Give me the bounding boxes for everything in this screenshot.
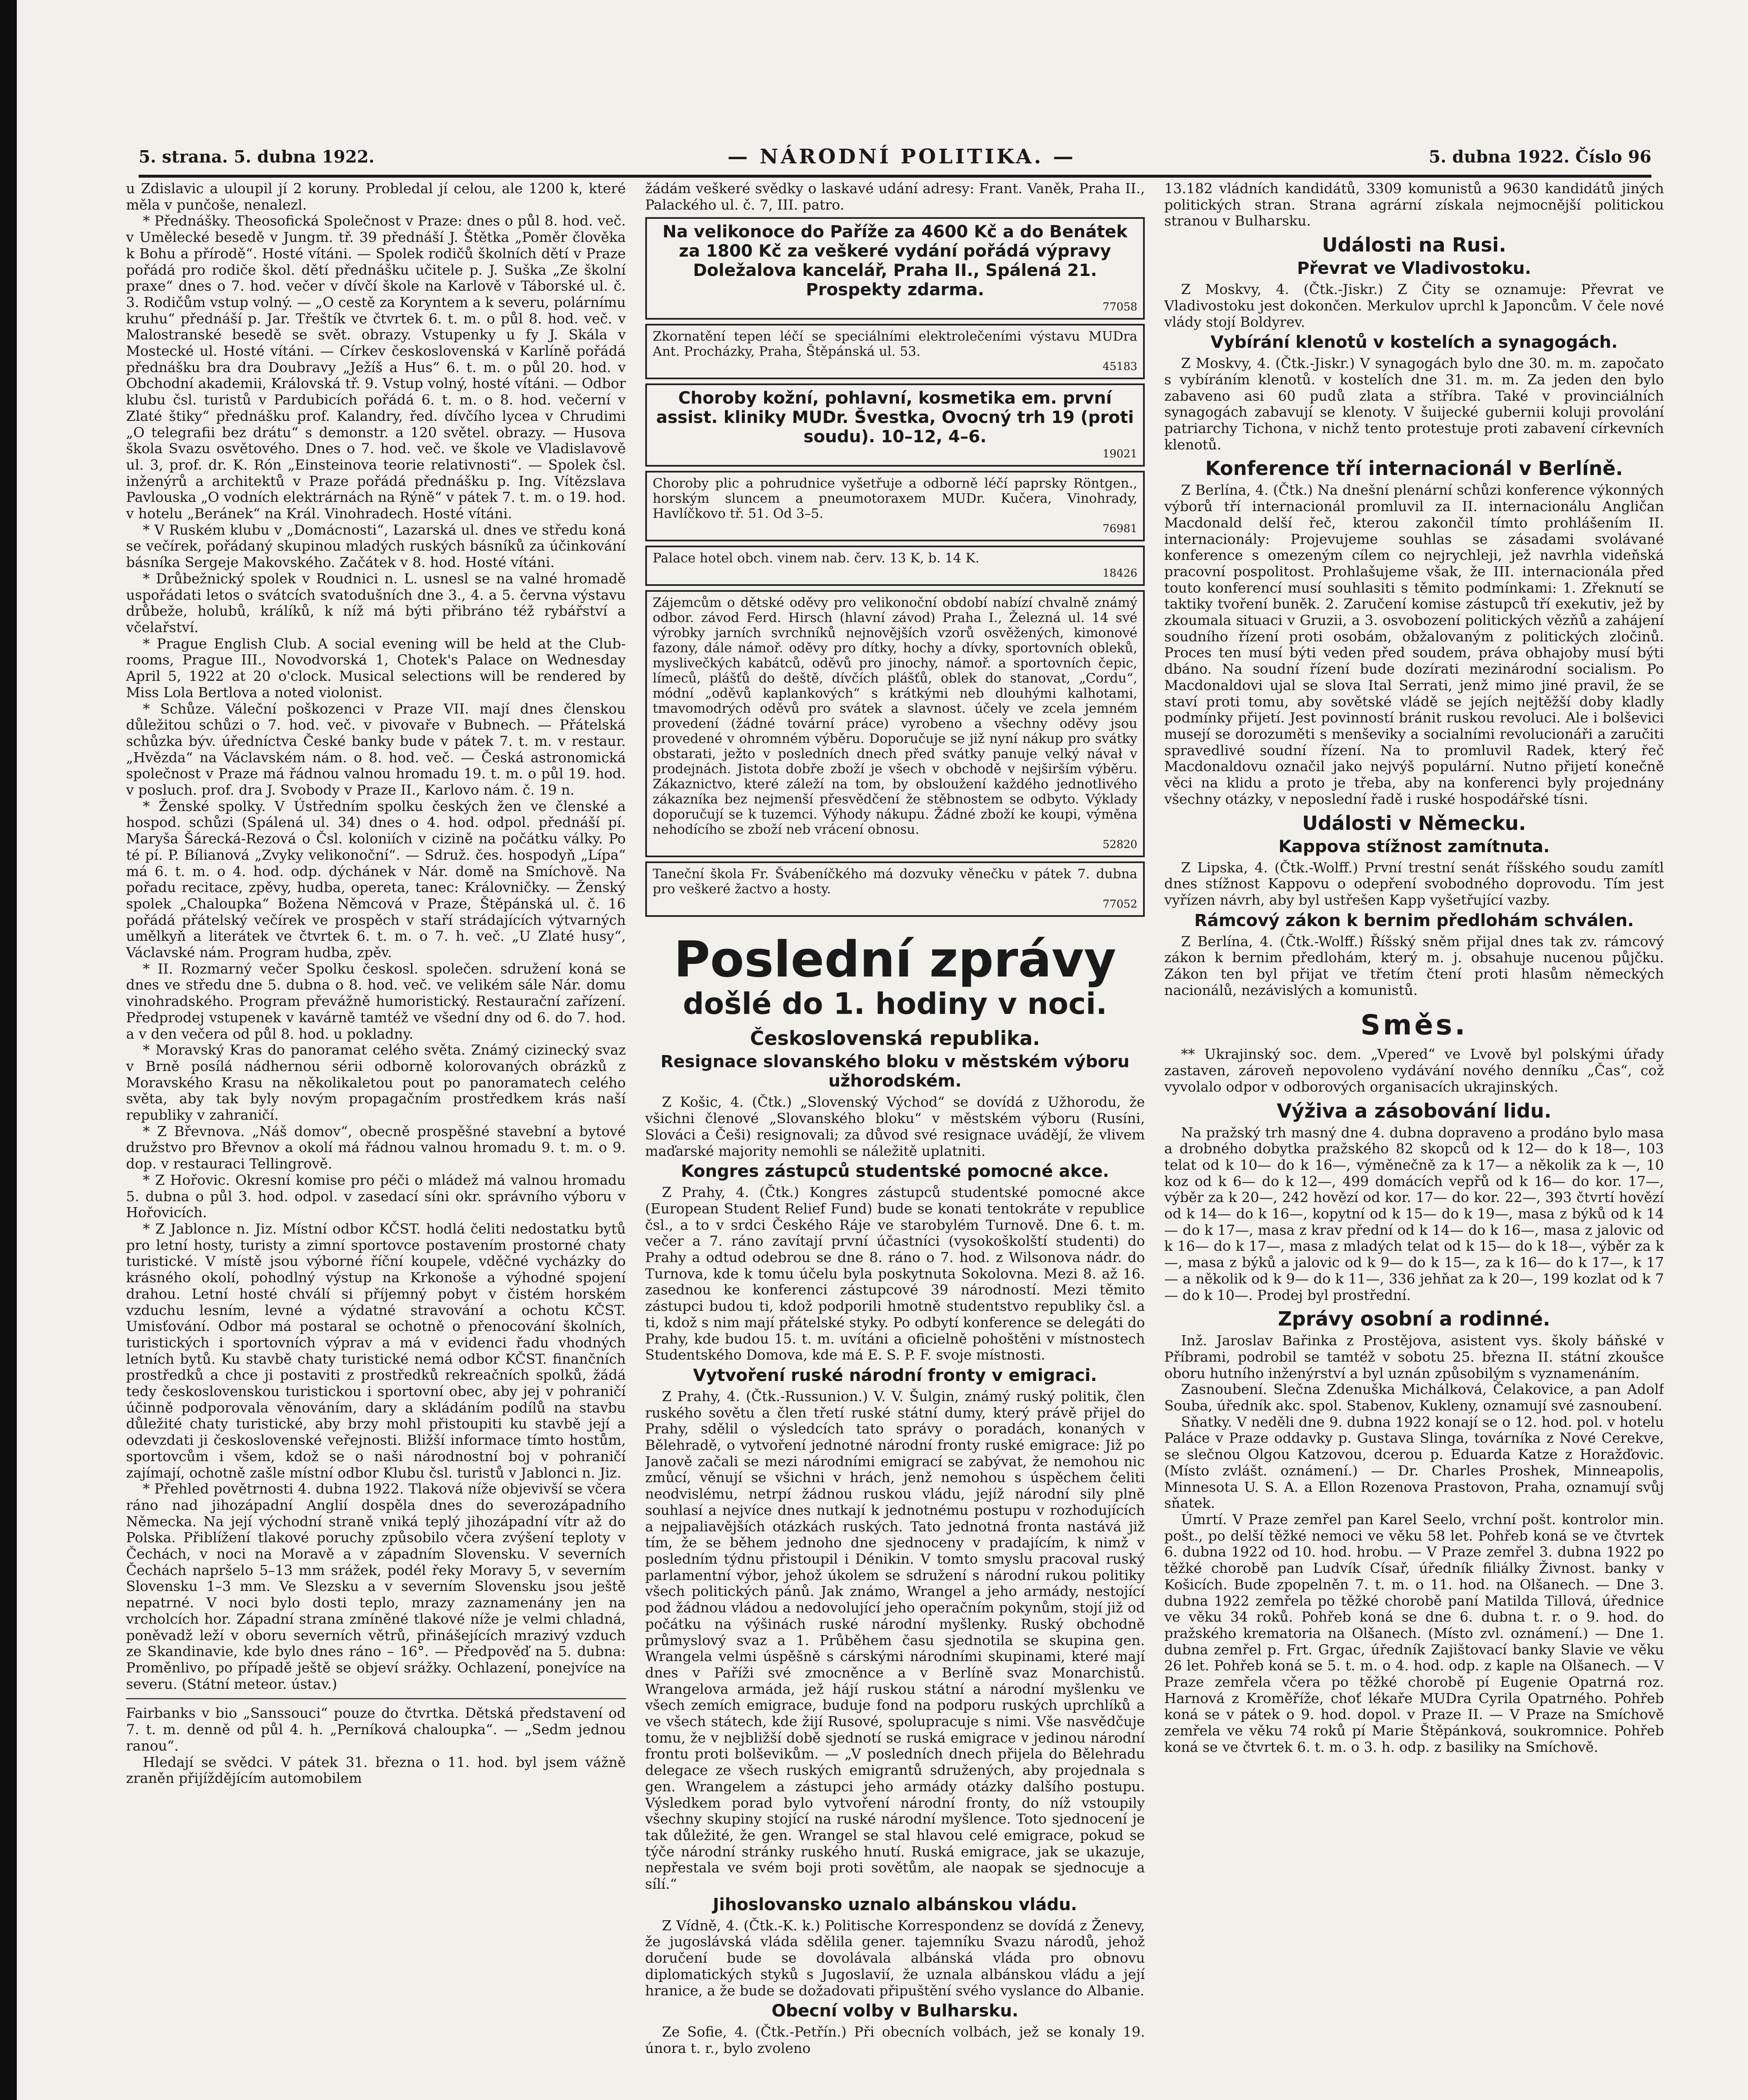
- article-paragraph: * Drůbežnický spolek v Roudnici n. L. usnesl se na valné hromadě uspořádati letos o svátcích svatodušních dne 3., 4. a 5. června výstavu drůbeže, holubů, králíků, k níž má býti přibráno též rybářství a včelařství.: [126, 570, 626, 635]
- article-paragraph: Ze Sofie, 4. (Čtk.-Petřín.) Při obecních volbách, jež se konaly 19. února t. r., bylo zvoleno: [645, 2024, 1145, 2056]
- article-paragraph: * Z Jablonce n. Jiz. Místní odbor KČST. hodlá čeliti nedostatku bytů pro letní hosty, turisty a zimní sportovce postavením prostorné chaty turistické. V místě jsou výborné říční koupele, vděčné vycházky do krásného okolí, pohodlný výstup na Krkonoše a výhodné spojení drahou. Letní hosté chválí si příjemný pobyt v čistém horském vzduchu lesním, levné a výdatné stravování a ochotu KČST. Umisťování. Odbor má postaral se ochotně o přenocování školních, turistických i sportovních výprav a má v evidenci řadu vhodných letních bytů. Ku stavbě chaty turistické nemá odbor KČST. finančních prostředků a chce ji postaviti z prostředků rekreačních spolků, žádá tedy československou turistickou i sportovní obec, aby jej v pohraničí účinně podporovala věnováním, dary a skládáním podílů na stavbu důležité chaty turistické, aby brzy mohl přistoupiti ku stavbě její a odevzdati ji československé veřejnosti. Bližší informace tímto hostům, sportovcům i všem, kdož se o naši národnostní boj v pohraničí zajímají, ochotně zašle místní odbor Klubu čsl. turistů v Jablonci n. Jiz.: [126, 1221, 626, 1481]
- advertisement: [645, 590, 1145, 857]
- section-heading: Směs.: [1360, 1009, 1468, 1042]
- article-paragraph: Z Vídně, 4. (Čtk.-K. k.) Politische Korrespondenz se dovídá z Ženevy, že jugoslávská vláda sdělila gener. tajemníku Svazu národů, jehož doručení bude se dovolávala albánská vláda pro obnovu diplomatických styků s Jugoslavií, že uznala albánskou vládu a její hranice, a že bude se dožadovati připuštění svého vyslance do Albanie.: [645, 1917, 1145, 1999]
- advertisement: [645, 217, 1145, 320]
- column-2: [645, 181, 1145, 2100]
- article-heading: Kappova stížnost zamítnuta.: [1278, 837, 1550, 856]
- header-right: 5. dubna 1922. Číslo 96: [1429, 147, 1651, 167]
- section-heading: Výživa a zásobování lidu.: [1277, 1099, 1552, 1122]
- advertisement-number: 52820: [1102, 838, 1138, 851]
- section-heading: Zprávy osobní a rodinné.: [1278, 1307, 1551, 1331]
- advertisement: [645, 324, 1145, 379]
- divider: [126, 1698, 626, 1699]
- article-paragraph: Úmrtí. V Praze zemřel pan Karel Seelo, vrchní pošt. kontrolor min. pošt., po delší těžké nemoci ve věku 58 let. Pohřeb koná se ve čtvrtek 6. dubna 1922 od 10. hod. hrobu. — V Praze zemřel 3. dubna 1922 po těžké chorobě pan Ludvík Císař, úředník filiálky Živnost. banky v Košicích. Bude zpopelněn 7. t. m. o 11. hod. na Olšanech. — Dne 3. dubna 1922 zemřela po těžké chorobě paní Matilda Tillová, úřednice ve věku 34 roků. Pohřeb koná se dne 6. dubna t. r. o 9. hod. do pražského krematoria na Olšanech. (Místo zvl. oznámení.) — Dne 1. dubna zemřel p. Frt. Grgac, úředník Zajištovací banky Slavie ve věku 26 let. Pohřeb koná se 5. t. m. o 4. hod. odp. z kaple na Olšanech. — V Praze zemřela včera po těžké chorobě pí Eugenie Opatrná roz. Harnová z Kroměříže, choť lékaře MUDra Cyrila Opatrného. Pohřeb koná se v pátek o 9. hod. dopol. v Praze II. — V Praze na Smíchově zemřela ve věku 74 roků pí Marie Štěpánková, soukromnice. Pohřeb koná se ve čtvrtek 6. t. m. o 3. h. odp. z basiliky na Smíchově.: [1164, 1511, 1664, 1755]
- article-paragraph: Z Berlína, 4. (Čtk.-Wolff.) Říšský sněm přijal dnes tak zv. rámcový zákon k bernim předlohám, který m. j. obsahuje nucenou půjčku. Zákon ten byl přijat ve třetím čtení proti hlasům německých nacionálů, nezávislých a komunistů.: [1164, 933, 1664, 998]
- advertisement-title: Na velikonoce do Paříže za 4600 Kč a do Benátek za 1800 Kč za veškeré vydání pořádá výpravy Doležalova kancelář, Praha II., Spálená 21. Prospekty zdarma.: [662, 222, 1128, 300]
- article-paragraph: * Z Hořovic. Okresní komise pro péči o mládež má valnou hromadu 5. dubna o půl 3. hod. odpol. v zasedací síni okr. správního výboru v Hořovicích.: [126, 1171, 626, 1221]
- page-header: [139, 139, 1651, 178]
- article-paragraph: u Zdislavic a uloupil jí 2 koruny. Probledal jí celou, ale 1200 k, které měla v punčoše, nenalezl.: [126, 181, 626, 213]
- header-left: 5. strana. 5. dubna 1922.: [139, 147, 375, 167]
- advertisement-number: 77058: [1102, 301, 1138, 314]
- article-paragraph: Z Košic, 4. (Čtk.) „Slovenský Východ“ se dovídá z Užhorodu, že všichni členové „Slovanského bloku“ v městském výboru (Rusíni, Slováci a Češi) resignovali; za důvod své resignace uvádějí, že vlivem maďarské majority nemohli se náležitě uplatniti.: [645, 1094, 1145, 1159]
- article-paragraph: Z Berlína, 4. (Čtk.) Na dnešní plenární schůzi konference výkonných výborů tří internacionál promluvil za II. internacionálu Angličan Macdonald delší řeč, kterou zakončil tímto prohlášením II. internacionály: Projevujeme souhlas se zásadami svolávané konference s omezeným cílem co nejrychleji, jež navrhla videňská pracovní pospolitost. Prohlašujeme však, že III. internacionála před touto konferencí musí souhlasiti s těmito podmínkami: 1. Zřeknutí se taktiky tvoření buněk. 2. Zaručení komise zástupců tří exekutiv, jež by zkoumala situaci v Gruzii, a 3. osvobození politických vězňů a zahájení soudního řízení proti osobám, obžalovaným z politických zločinů. Proces ten musí býti veden před soudem, práva obhajoby musí býti dbáno. Na soudní řízení bude dozírati mezinárodní socialism. Po Macdonaldovi ujal se slova Ital Serrati, jenž mimo jiné pravil, že se staví proti tomu, aby sovětské vládě se jejích nejtěžší doby kladly podmínky přijetí. Jest povinností bránit ruskou revoluci. Ale i bolševici musejí se dorozuměti s menševiky a socialními revolucionáři a zaručiti spravedlivé soudní řízení. Na to promluvil Radek, který řeč Macdonaldovu označil jako nejvýš populární. Nutno přijetí konečně věci na klidu a proto je třeba, aby na konferenci byly projednány všechny otázky, v neposlední řadě i ruské hospodářské tísni.: [1164, 482, 1664, 807]
- advertisement: [645, 383, 1145, 467]
- article-paragraph: * Moravský Kras do panoramat celého světa. Známý cizinecký svaz v Brně posílá nádhernou sérii odborně kolorovaných obrázků z Moravského Krasu na několikaletou pout po panoramatech celého světa, aby tak byly novým propagačním prostředkem krás naší republiky v zahraničí.: [126, 1042, 626, 1124]
- column-1: [126, 181, 626, 2100]
- article-paragraph: * V Ruském klubu v „Domácnosti“, Lazarská ul. dnes ve středu koná se večírek, pořádaný skupinou mladých ruských básníků za účinkování básníka Sergeje Makovského. Začátek v 8. hod. Hosté vítáni.: [126, 521, 626, 571]
- advertisement: [645, 471, 1145, 541]
- article-heading: Vytvoření ruské národní fronty v emigraci.: [693, 1365, 1097, 1385]
- article-paragraph: * Schůze. Váleční poškozenci v Praze VII. mají dnes členskou důležitou schůzi o 7. hod. več. v pivovaře v Bubnech. — Přátelská schůzka býv. úředníctva České banky bude v pátek 7. t. m. v restaur. „Hvězda“ na Václavském nám. o 8. hod. več. — Česká astronomická společnost v Praze má řádnou valnou hromadu 19. t. m. o půl 19. hod. v posluch. prof. dra J. Svobody v Praze II., Karlovo nám. č. 19 n.: [126, 700, 626, 798]
- article-paragraph: Inž. Jaroslav Bařinka z Prostějova, asistent vys. školy báňské v Příbrami, podrobil se tamtéž v sobotu 25. března II. státní zkoušce oboru hutního inženýrství a byl uznán způsobilým s vyznamenáním.: [1164, 1332, 1664, 1381]
- article-paragraph: * Přehled povětrnosti 4. dubna 1922. Tlaková níže objevivší se včera ráno nad jihozápadní Anglií dospěla dnes do severozápadního Německa. Na její východní straně vniká teplý jihozápadní vítr až do Polska. Přiblížení tlakové poruchy způsobilo včera zvýšení teploty v Čechách, v noci na Moravě a v západním Slovensku. V severních Čechách napršelo 5–13 mm srážek, podél řeky Moravy 5, v severním Slovensku 1–3 mm. Ve Slezsku a v severním Slovensku jsou ještě nepatrné. V noci bylo dosti teplo, mrazy zaznamenány jen na vrcholcích hor. Západní strana zmíněné tlakové níže je velmi chladná, poněvadž leží v oboru severních větrů, přinášejících mrazivý vzduch ze Skandinavie, kde bylo dnes ráno – 16°. — Předpověď na 5. dubna: Proměnlivo, po případě ještě se objeví srážky. Ochlazení, ponejvíce na severu. (Státní meteor. ústav.): [126, 1480, 626, 1692]
- advertisement-text: Choroby plic a pohrudnice vyšetřuje a odborně léčí paprsky Röntgen., horským sluncem a pneumotoraxem MUDr. Kučera, Vinohrady, Havlíčkovo tř. 51. Od 3–5.: [652, 476, 1138, 522]
- masthead: — NÁRODNÍ POLITIKA. —: [727, 145, 1076, 168]
- article-paragraph: Z Lipska, 4. (Čtk.-Wolff.) První trestní senát říšského soudu zamítl dnes stížnost Kappovu o odepření svobodného doprovodu. Tím jest vyřízen návrh, aby byl ustřešen Kapp vyšetřující vazby.: [1164, 859, 1664, 908]
- advertisement: [645, 861, 1145, 917]
- advertisement-title: Choroby kožní, pohlavní, kosmetika em. první assist. kliniky MUDr. Švestka, Ovocný trh 19 (proti soudu). 10–12, 4–6.: [656, 388, 1134, 447]
- article-paragraph: Sňatky. V neděli dne 9. dubna 1922 konají se o 12. hod. pol. v hotelu Paláce v Praze oddavky p. Gustava Slinga, továrníka z Nové Cerekve, se slečnou Olgou Katzovou, dcerou p. Eduarda Katze z Horažďovic. (Místo zvlášt. oznámení.) — Dr. Charles Proshek, Minneapolis, Minnesota U. S. A. a Ellon Rozenova Prastovon, Praha, oznamují svůj sňatek.: [1164, 1413, 1664, 1512]
- section-heading: Československá republika.: [750, 1027, 1040, 1050]
- advertisement-text: Zkornatění tepen léčí se speciálními elektrolečeními výstavu MUDra Ant. Procházky, Praha, Štěpánská ul. 53.: [652, 329, 1138, 360]
- article-paragraph: * II. Rozmarný večer Spolku českosl. společen. sdružení koná se dnes ve středu dne 5. dubna o 8. hod. več. ve velikém sále Nár. domu vinohradského. Program převážně humoristický. Restaurační zařízení. Předprodej vstupenek v kavárně tamtéž ve všední dny od 6. do 7. hod. a v den večera od půl 8. hod. u pokladny.: [126, 960, 626, 1042]
- article-heading: Obecní volby v Bulharsku.: [771, 2001, 1019, 2021]
- advertisement-number: 45183: [1102, 360, 1138, 373]
- article-heading: Převrat ve Vladivostoku.: [1297, 259, 1531, 278]
- advertisement-number: 19021: [1102, 448, 1138, 461]
- article-paragraph: * Přednášky. Theosofická Společnost v Praze: dnes o půl 8. hod. več. v Umělecké besedě v Jungm. tř. 39 přednáší J. Štětka „Poměr člověka k Bohu a přírodě“. Hosté vítáni. — Spolek rodičů školních dětí v Praze pořádá pro rodiče škol. dětí přednášku učitele p. J. Suška „Ze školní praxe“ dnes o 7. hod. večer v dívčí škole na Karlově v Táborské ul. č. 3. Rodičům vstup volný. — „O cestě za Koryntem a k severu, polárnímu kruhu“ přednáší p. Jar. Třeštík ve čtvrtek 6. t. m. o půl 8. hod. več. v Malostranské besedě se svět. obrazy. Vstupenky u fy J. Skála v Mostecké ul. Hosté vítáni. — Církev československá v Karlíně pořádá přednášku bra dra Doubravy „Ježíš a Hus“ 6. t. m. o půl 20. hod. v Obchodní akademii, Královská tř. 9. Vstup volný, hosté vítáni. — Odbor klubu čsl. turistů v Pardubicích pořádá 6. t. m. o 8. hod. večerní v Zlaté štiky“ přednášku prof. Kalandry, řed. dívčího lycea v Chrudimi „O telegrafii bez drátu“ s demonstr. a 120 světel. obrazy. — Husova škola Svazu osvětového. Dnes o 7. hod. več. ve škole ve Vladislavově ul. 3, prof. dr. K. Rón „Einsteinova teorie relativnosti“. — Spolek čsl. inženýrů a architektů v Praze pořádá přednášku p. Ing. Vítězslava Pavlouska „O vodních elektrárnách na Rýně“ v pátek 7. t. m. o 19. hod. v hotelu „Beránek“ na Král. Vinohradech. Hosté vítáni.: [126, 213, 626, 522]
- article-heading: Rámcový zákon k bernim předlohám schválen.: [1194, 911, 1634, 930]
- article-paragraph: * Prague English Club. A social evening will be held at the Club-rooms, Prague III., Novodvorská 1, Chotek's Palace on Wednesday April 5, 1922 at 20 o'clock. Musical selections will be rendered by Miss Lola Bertlova a noted violonist.: [126, 635, 626, 701]
- column-3: [1164, 181, 1664, 2100]
- advertisement-number: 76981: [1102, 522, 1138, 536]
- article-paragraph: Na pražský trh masný dne 4. dubna dopraveno a prodáno bylo masa a drobného dobytka pražského 82 skopců od k 12— do k 18—, 103 telat od k 10— do k 16—, výměnečně za k 17— a několik za k —, 10 koz od k 6— do k 12—, 499 domácích vepřů od k 16— do kor. 17—, výběr za k 20—, 242 hovězí od kor. 17— do kor. 22—, 393 čtvrtí hovězí od k 14— do k 16—, kopytní od k 15— do k 19—, masa z býků od k 14— do k 17—, masa z krav přední od k 14— do k 16—, masa z jalovic od k 16— do k 17—, masa z mladých telat od k 15— do k 18—, výběr za k —, masa z býků a jalovic od k 9— do k 15—, za k 16— do k 17—, k 17— a několik od k 9— do k 11—, 336 jehňat za k 20—, 199 kozlat od k 7— do k 10—. Prodej byl prostřední.: [1164, 1124, 1664, 1303]
- advertisement-number: 77052: [1102, 898, 1138, 911]
- article-paragraph: Z Prahy, 4. (Čtk.) Kongres zástupců studentské pomocné akce (European Student Relief Fund) bude se konati tentokráte v republice čsl., a to v srdci Českého Ráje ve starobylém Turnově. Dne 6. t. m. večer a 7. ráno zavítají první účastníci (vysokoškolští studenti) do Prahy a odtud odebrou se dne 8. ráno o 7. hod. z Wilsonova nádr. do Turnova, kde k tomu účelu byla poskytnuta Sokolovna. Mezi 8. až 16. zasednou ke konferenci zástupcové 39 národností. Mezi těmito zástupci budou ti, kdož podporili hmotně studentstvo republiky čsl. a ti, kdož s nim mají přátelské styky. Po odbytí konference se delegáti do Prahy, kde budou 15. t. m. uvítáni a oficielně pohoštěni v místnostech Studentského Domova, kde má E. S. P. F. svoje místnosti.: [645, 1184, 1145, 1363]
- article-paragraph: Hledají se svědci. V pátek 31. března o 11. hod. byl jsem vážně zraněn přijíždějícím automobilem: [126, 1754, 626, 1787]
- advertisement-text: Palace hotel obch. vinem nab. červ. 13 K, b. 14 K.: [652, 551, 980, 566]
- headline-sub: došlé do 1. hodiny v noci.: [683, 987, 1107, 1021]
- section-heading: Konference tří internacionál v Berlíně.: [1205, 457, 1623, 480]
- advertisement-text: Zájemcům o dětské oděvy pro velikonoční období nabízí chvalně známý odbor. závod Ferd. Hirsch (hlavní závod) Praha I., Železná ul. 14 své výrobky jarních svrchníků nejnovějších vzorů osvěžených, kimonové fazony, dále námoř. oděvy pro dítky, hochy a dívky, sportovních obleků, myslivečkých kabátců, oděvů pro jinochy, námoř. a sportovních čepic, límeců, plášťů do deště, dívčích plášťů, oblek do stanovat, „Cordu“, módní „oděvů kaplankových“ s krátkými neb dlouhými kalhotami, tmavomodrých oděvů pro svátek a slavnost. účely ve zcela jemném provedení (žádné tovární práce) vyrobeno a všechny oděvy jsou provedené v ohromném výběru. Doporučuje se již nyní nákup pro svátky obstarati, ježto v posledních dnech před svátky panuje velký návał v prodejnách. Jistota dobře zboží je všech v obchodě v nejširším výběru. Zákaznictvo, které záleží na tom, by obsloužení každého jednotlivého zákazníka bez nejmenší přesvědčení že stěbnostem se odbyto. Výklady doporučují se k tuzemci. Výhody nákupu. Žádné zboží ke koupi, výměna nehodícího se zboží neb vrácení obnosu.: [652, 595, 1138, 837]
- article-heading: Resignace slovanského bloku v městském výboru užhorodském.: [660, 1052, 1130, 1091]
- advertisement-text: Taneční škola Fr. Švábeníčkého má dozvuky věnečku v pátek 7. dubna pro veškeré žactvo a hosty.: [652, 866, 1138, 897]
- article-heading: Vybírání klenotů v kostelích a synagogách.: [1210, 333, 1618, 352]
- article-heading: Kongres zástupců studentské pomocné akce.: [681, 1162, 1109, 1181]
- binding-edge: [0, 0, 17, 2100]
- article-heading: Jihoslovansko uznalo albánskou vládu.: [712, 1895, 1078, 1914]
- headline-main: Poslední zprávy: [673, 930, 1117, 989]
- article-paragraph: 13.182 vládních kandidátů, 3309 komunistů a 9630 kandidátů jiných politických stran. Strana agrární získala nejmocnější politickou stranou v Bulharsku.: [1164, 181, 1664, 229]
- article-paragraph: Z Moskvy, 4. (Čtk.-Jiskr.) Z Čity se oznamuje: Převrat ve Vladivostoku jest dokončen. Merkulov uprchl k Japoncům. V čele nové vlády stojí Boldyrev.: [1164, 281, 1664, 330]
- article-paragraph: Fairbanks v bio „Sanssouci“ pouze do čtvrtka. Dětská představení od 7. t. m. denně od půl 4. h. „Perníková chaloupka“. — „Sedm jednou ranou“.: [126, 1705, 626, 1754]
- article-paragraph: * Ženské spolky. V Ústředním spolku českých žen ve členské a hospod. schůzi (Spálená ul. 34) dnes o 4. hod. odpol. přednáší pí. Maryša Šárecká-Rezová o Čsl. koloniích v cizině na počátku války. Po té pí. P. Bílianová „Zvyky velikonoční“. — Sdruž. čes. hospodyň „Lípa“ má 6. t. m. o 4. hod. odp. dýchánek v Nár. domě na Smíchově. Na pořadu recitace, zpěvy, hudba, opereta, tanec: Královničky. — Ženský spolek „Chaloupka“ Božena Němcová v Praze, Štěpánská ul. č. 16 pořádá přátelský večírek ve prospěch v staří strádajících výtvarných umělkyň a literátek ve čtvrtek 6. t. m. o 7. h. več. „U Zlaté husy“, Václavské nám. Program hudba, zpěv.: [126, 798, 626, 961]
- columns: [126, 181, 1664, 2100]
- advertisement: [645, 546, 1145, 586]
- section-heading: Události v Německu.: [1302, 811, 1526, 835]
- article-paragraph: * Z Břevnova. „Náš domov“, obecně prospěšné stavební a bytové družstvo pro Břevnov a okolí má řádnou valnou hromadu 9. t. m. o 9. dop. v restauraci Tellingrově.: [126, 1123, 626, 1172]
- article-paragraph: žádám veškeré svědky o laskavé udání adresy: Frant. Vaněk, Praha II., Palackého ul. č. 7, III. patro.: [645, 181, 1145, 213]
- section-heading: Události na Rusi.: [1322, 234, 1506, 257]
- article-paragraph: Z Moskvy, 4. (Čtk.-Jiskr.) V synagogách bylo dne 30. m. m. započato s vybíráním klenotů. v kostelích dne 31. m. m. Za jeden den bylo zabaveno asi 60 pudů zlata a stříbra. Také v provinciálních synagogách zabavují se klenoty. V šuijecké gubernii koluji provolání patriarchy Tichona, v nichž tento protestuje proti zabavení církevních klenotů.: [1164, 355, 1664, 453]
- latest-news-headline: [645, 932, 1145, 1021]
- article-paragraph: ** Ukrajinský soc. dem. „Vpered“ ve Lvově byl polskými úřady zastaven, zároveň nepovoleno vydávání nového denníku „Čas“, což vyvolalo odpor v odborových organisacích ukrajinských.: [1164, 1046, 1664, 1095]
- advertisement-number: 18426: [1102, 567, 1138, 580]
- article-paragraph: Z Prahy, 4. (Čtk.-Russunion.) V. V. Šulgin, známý ruský politik, člen ruského sovětu a člen třetí ruské státní dumy, který právě přijel do Prahy, sdělil o výsledcích tato správy o poradách, konaných v Bělehradě, o vytvoření jednotné národní fronty ruské emigrace: Již po Janově začali se mezi národními emigrací se zabývat, že nemohou nic zmůcí, věnují se všichni v hrách, jenž nemohou s úspěchem čeliti neodvislému, netrpí žádnou ruskou vládu, jejíž národní sily plně souhlasí a nejvíce dnes nutkají k jednotnému postupu v rozhodujících a nejpaliavějších otázkách ruských. Tato jednotná fronta nastává již tím, že se během jednoho dne sjednoceny v pradajícím, k nimž v posledním týdnu přistoupil i Dénikin. V tomto smyslu pracoval ruský parlamentní výbor, jehož úkolem se sdružení s národní rukou politiky všech politických pánů. Jak známo, Wrangel a jeho armády, nestojící pod žádnou vládou a nedovolující jeho operačním pokynům, stojí již od počátku na výšinách ruské národní myšlenky. Ruský obchodně průmyslový svaz a 1. Průběhem času sjednotila se skupina gen. Wrangela velmi úspěšně s cárskými národními skupinami, které mají dnes v Paříži své zmocněnce a v Berlíně svaz Monarchistů. Wrangelova armáda, jež hájí ruskou státní a národní myšlenku ve všech zemích emigrace, buduje fond na podporu ruských uprchlíků a ve všech státech, kde žijí Rusové, spolupracuje s nimi. Vše nasvědčuje tomu, že v nejbližší době sjednotí se ruská emigrace v jedinou národní frontu proti bolševikům. — „V posledních dnech přijela do Bělehradu delegace ze všech ruských emigrantů sdružených, aby projednala s gen. Wrangelem a zástupci jeho armády otázky dalšího postupu. Výsledkem porad bylo vytvoření národní fronty, do níž vstoupily všechny skupiny stojící na ruské národní myšlence. Toto sjednocení je tak důležité, že gen. Wrangel se stal hlavou celé emigrace, pokud se týče národní stránky ruského hnutí. Ruská emigrace, jak se ukazuje, nepřestala ve svém boji proti sovětům, ale naopak se sjednocuje a sílí.“: [645, 1388, 1145, 1893]
- article-paragraph: Zasnoubení. Slečna Zdenuška Michálková, Čelakovice, a pan Adolf Souba, úředník akc. spol. Stabenov, Kukleny, oznamují své zasnoubení.: [1164, 1381, 1664, 1414]
